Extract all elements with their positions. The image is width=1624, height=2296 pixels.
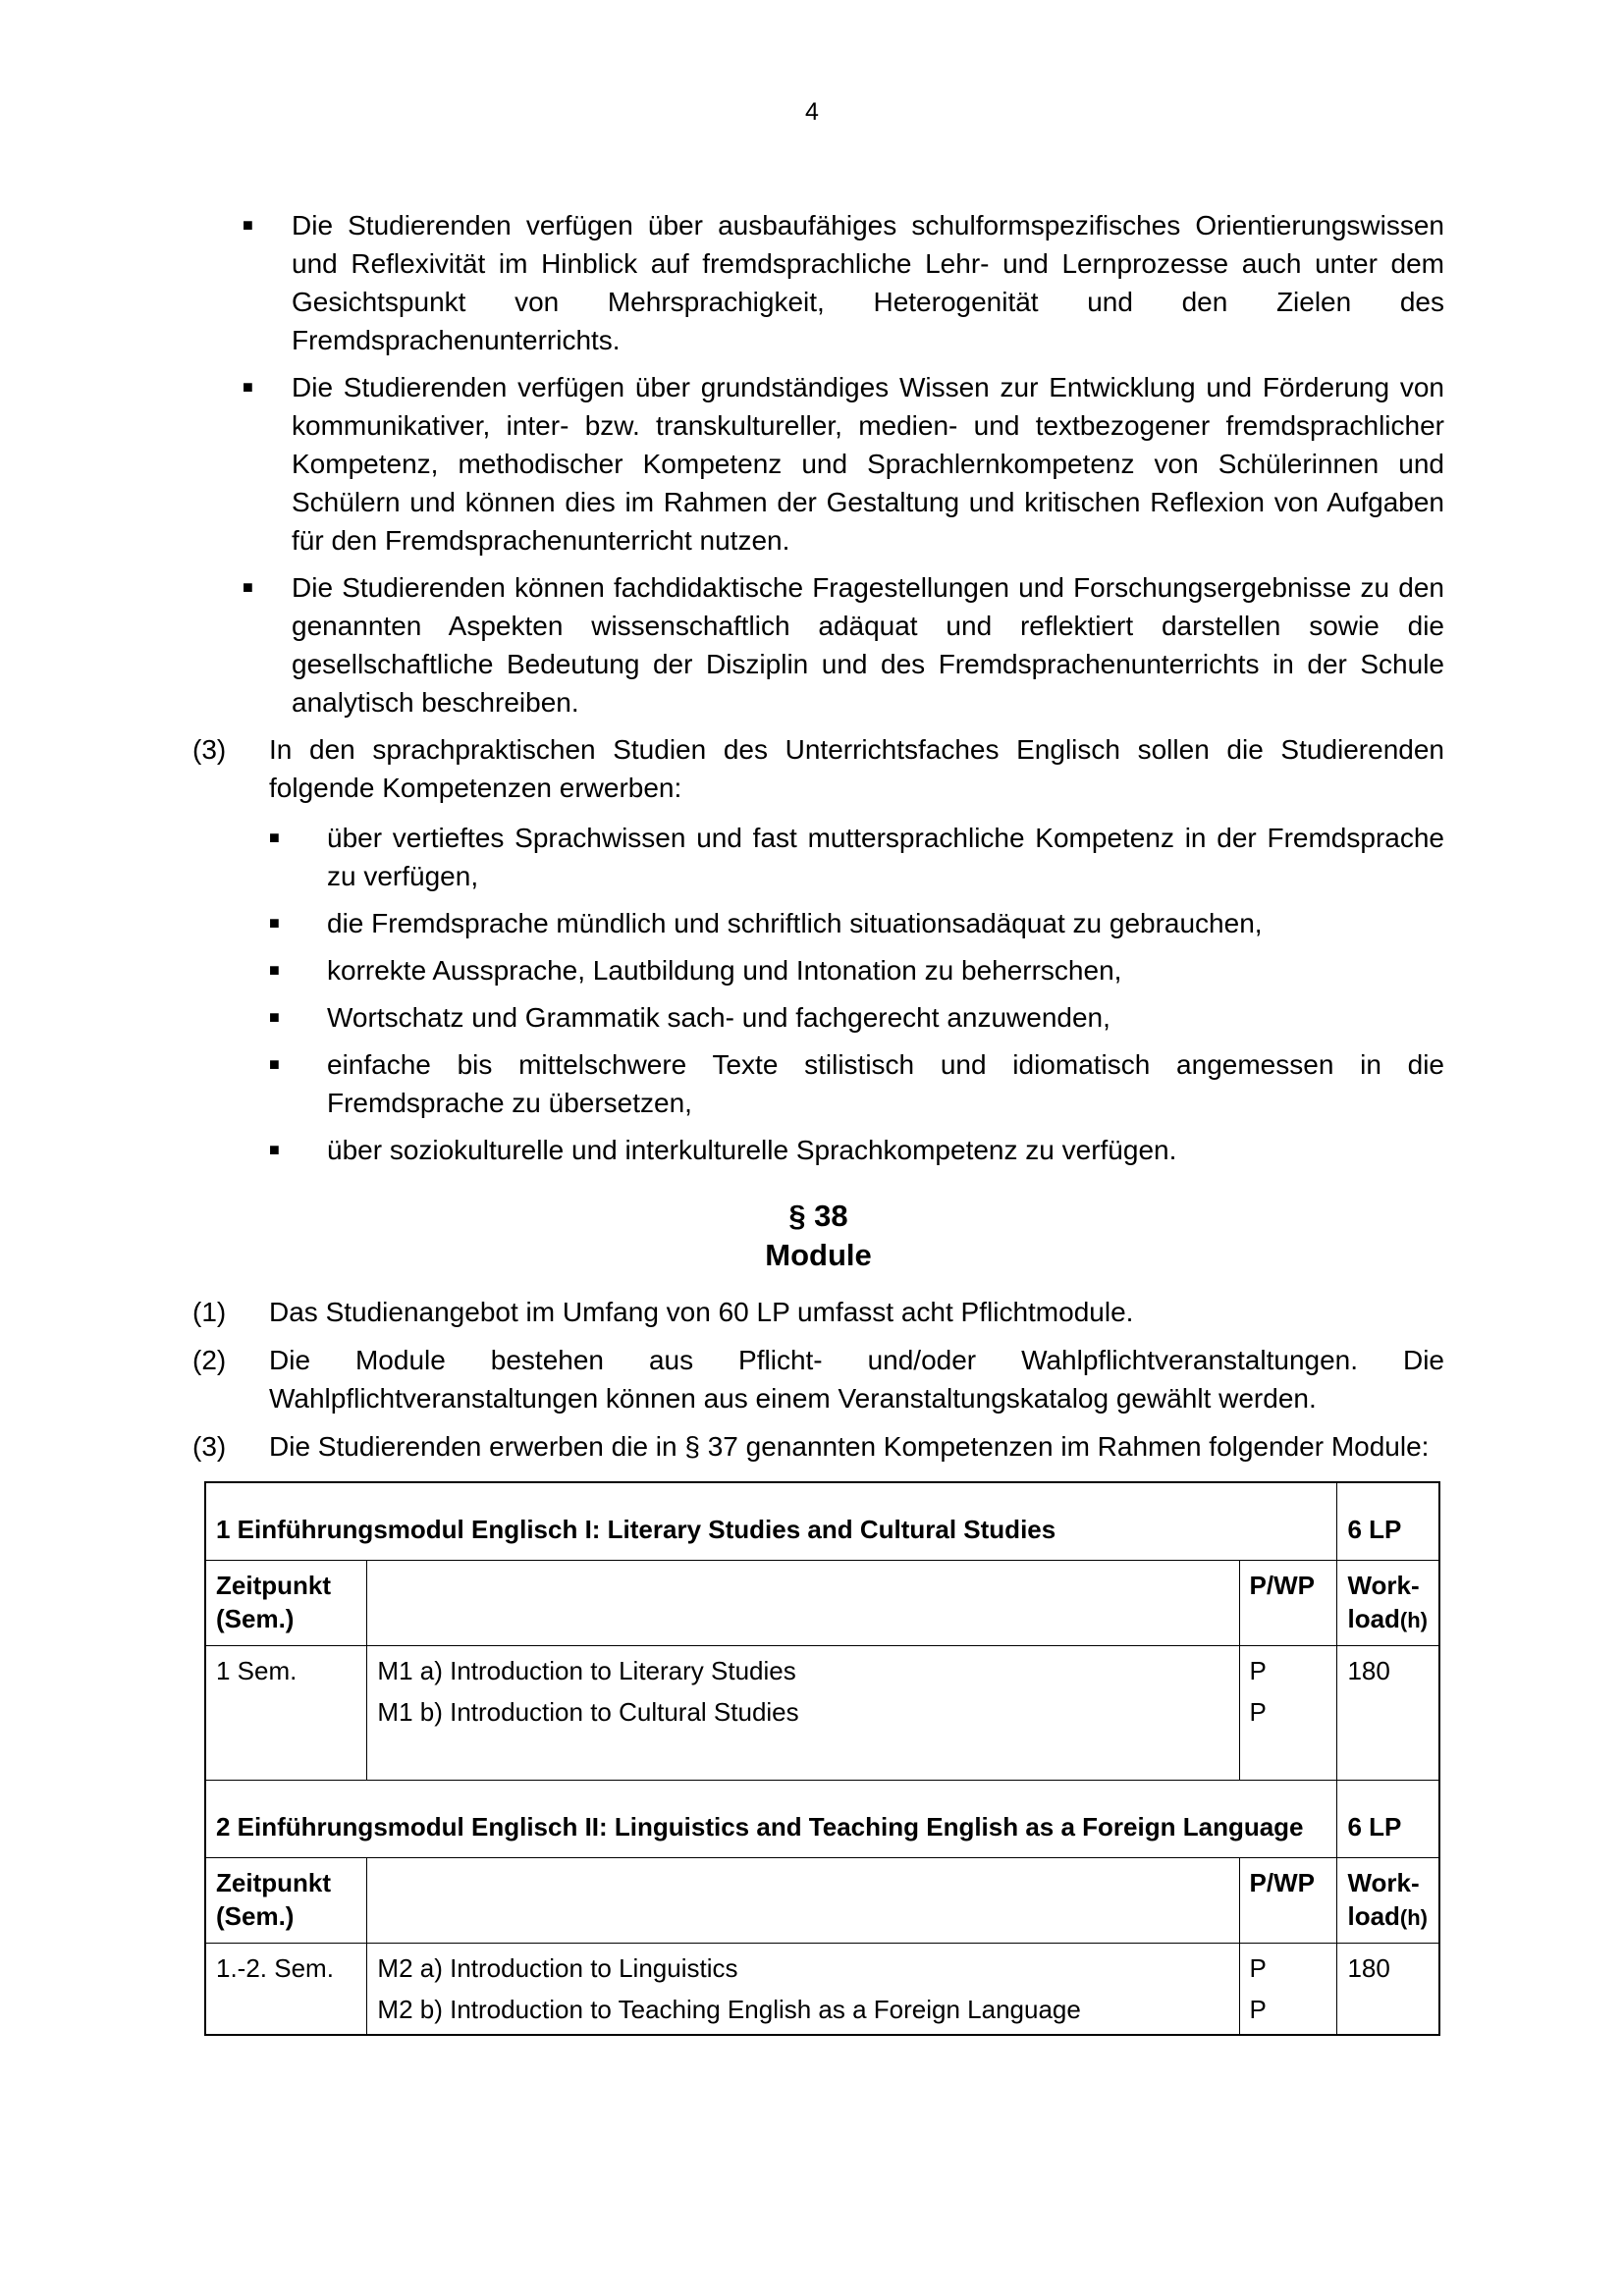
paragraph-number: (3) xyxy=(192,1431,227,1462)
section-heading xyxy=(192,1197,1444,1275)
table-header-row xyxy=(205,1858,1439,1944)
page-number: 4 xyxy=(805,98,819,126)
list-item: ■ die Fremdsprache mündlich und schriftlich situationsadäquat zu gebrauchen, xyxy=(192,904,1444,942)
module-credits: 6 LP xyxy=(1337,1781,1439,1858)
paragraph-text: In den sprachpraktischen Studien des Unterrichtsfaches Englisch sollen die Studierenden folgende Kompetenzen erwerben: xyxy=(269,734,1444,803)
list-item: ■ korrekte Aussprache, Lautbildung und Intonation zu beherrschen, xyxy=(192,951,1444,989)
paragraph-text: Das Studienangebot im Umfang von 60 LP umfasst acht Pflichtmodule. xyxy=(269,1297,1134,1327)
module-courses: M2 a) Introduction to Linguistics M2 b) Introduction to Teaching English as a Foreign Language xyxy=(367,1944,1239,2036)
numbered-paragraph xyxy=(192,730,1444,807)
module-title: 2 Einführungsmodul Englisch II: Linguistics and Teaching English as a Foreign Language xyxy=(205,1781,1337,1858)
header-time: Zeitpunkt (Sem.) xyxy=(205,1561,367,1646)
paragraph-text: Die Module bestehen aus Pflicht- und/oder Wahlpflichtveranstaltungen. Die Wahlpflichtveranstaltungen können aus einem Veranstaltungskatalog gewählt werden. xyxy=(269,1345,1444,1414)
list-item: ■ Die Studierenden verfügen über ausbaufähiges schulformspezifisches Orientierungswissen und Reflexivität im Hinblick auf fremdsprachliche Lehr- und Lernprozesse auch unter dem Gesichtspunkt von Mehrsprachigkeit, Heterogenität und den Zielen des Fremdsprachenunterrichts. xyxy=(192,206,1444,359)
paragraph-number: (2) xyxy=(192,1345,227,1375)
module-types: P P xyxy=(1239,1944,1337,2036)
header-pwp: P/WP xyxy=(1239,1561,1337,1646)
module-types: P P xyxy=(1239,1646,1337,1781)
competence-list xyxy=(192,819,1444,1169)
numbered-paragraph xyxy=(192,1427,1444,1466)
paragraph-number: (3) xyxy=(192,734,227,765)
paragraph-text: Die Studierenden erwerben die in § 37 genannten Kompetenzen im Rahmen folgender Module: xyxy=(269,1431,1430,1462)
table-row xyxy=(205,1646,1439,1781)
module-title: 1 Einführungsmodul Englisch I: Literary Studies and Cultural Studies xyxy=(205,1482,1337,1561)
module-title-row xyxy=(205,1781,1439,1858)
header-workload: Work- load(h) xyxy=(1337,1561,1439,1646)
table-header-row xyxy=(205,1561,1439,1646)
module-workload: 180 xyxy=(1337,1646,1439,1781)
bullet-square-icon: ■ xyxy=(269,913,280,933)
section-symbol: § 38 xyxy=(788,1199,848,1233)
module-time: 1.-2. Sem. xyxy=(205,1944,367,2036)
header-workload: Work- load(h) xyxy=(1337,1858,1439,1944)
section-title: Module xyxy=(765,1238,872,1272)
header-course xyxy=(367,1561,1239,1646)
bullet-square-icon: ■ xyxy=(269,1054,280,1074)
numbered-paragraph xyxy=(192,1341,1444,1417)
module-courses: M1 a) Introduction to Literary Studies M1 b) Introduction to Cultural Studies xyxy=(367,1646,1239,1781)
bullet-square-icon: ■ xyxy=(269,1140,280,1159)
list-item: ■ über vertieftes Sprachwissen und fast muttersprachliche Kompetenz in der Fremdsprache zu verfügen, xyxy=(192,819,1444,895)
list-item: ■ einfache bis mittelschwere Texte stilistisch und idiomatisch angemessen in die Fremdsprache zu übersetzen, xyxy=(192,1045,1444,1122)
module-table xyxy=(204,1481,1440,2036)
list-item: ■ Die Studierenden können fachdidaktische Fragestellungen und Forschungsergebnisse zu den genannten Aspekten wissenschaftlich adäquat und reflektiert darstellen sowie die gesellschaftliche Bedeutung der Disziplin und des Fremdsprachenunterrichts in der Schule analytisch beschreiben. xyxy=(192,568,1444,721)
bullet-square-icon: ■ xyxy=(269,828,280,847)
module-workload: 180 xyxy=(1337,1944,1439,2036)
numbered-paragraph xyxy=(192,1293,1444,1331)
list-item: ■ Die Studierenden verfügen über grundständiges Wissen zur Entwicklung und Förderung von kommunikativer, inter- bzw. transkultureller, medien- und textbezogener fremdsprachlicher Kompetenz, methodischer Kompetenz und Sprachlernkompetenz von Schülerinnen und Schülern und können dies im Rahmen der Gestaltung und kritischen Reflexion von Aufgaben für den Fremdsprachenunterricht nutzen. xyxy=(192,368,1444,560)
paragraph-number: (1) xyxy=(192,1297,227,1327)
bullet-square-icon: ■ xyxy=(269,1007,280,1027)
table-row xyxy=(205,1944,1439,2036)
header-pwp: P/WP xyxy=(1239,1858,1337,1944)
bullet-square-icon: ■ xyxy=(243,577,253,597)
document-body xyxy=(192,206,1444,2036)
bullet-square-icon: ■ xyxy=(269,960,280,980)
header-course xyxy=(367,1858,1239,1944)
bullet-square-icon: ■ xyxy=(243,215,253,235)
module-credits: 6 LP xyxy=(1337,1482,1439,1561)
header-time: Zeitpunkt (Sem.) xyxy=(205,1858,367,1944)
module-title-row xyxy=(205,1482,1439,1561)
bullet-square-icon: ■ xyxy=(243,377,253,397)
module-time: 1 Sem. xyxy=(205,1646,367,1781)
list-item: ■ Wortschatz und Grammatik sach- und fachgerecht anzuwenden, xyxy=(192,998,1444,1037)
list-item: ■ über soziokulturelle und interkulturelle Sprachkompetenz zu verfügen. xyxy=(192,1131,1444,1169)
